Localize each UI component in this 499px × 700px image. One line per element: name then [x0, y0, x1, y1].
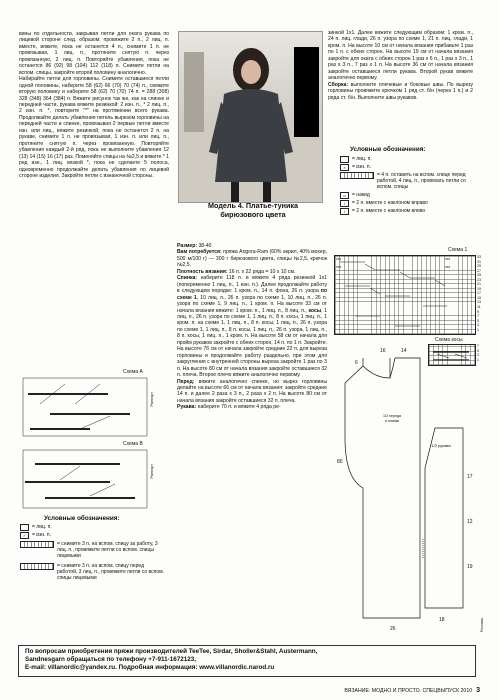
schema-a-diagram [20, 374, 150, 440]
model-photo [178, 31, 323, 203]
supplier-info-box [18, 645, 476, 677]
row-number: 5 [477, 348, 479, 353]
svg-text:xxx: xxx [445, 257, 451, 261]
cable-right-symbol [20, 541, 54, 548]
row-number: 7 [477, 314, 479, 319]
dim-label: 6 [355, 360, 358, 366]
paragraph-sleeves: Рукава: наберите 70 п. и вяжите 4 ряда ре- [177, 404, 281, 411]
legend-text: = 4 п. оставить на вспом. спице перед работой, 4 лиц. п., провязать петли со вспом. спицы [377, 172, 466, 190]
paragraph-front: Перед: вяжите аналогично спинке, но вырез горловины делайте на высоте 66 см от начала вязания: закройте средние 14 п. и далее 2 раза х 3 п., 2 раза х 2 п. На высоте 80 см от начала вязания закройте оставшиеся 32 п. плеча. [177, 378, 327, 404]
schema-a-title: Схема А [123, 369, 143, 375]
paragraph: Набирайте петли для горловины. Снимите оставшиеся петли одной половины, наберите 58 (62) 66 (70) 70 (74) п., свяжите вторую половину и наберите 58 (62) 70 (70) 74 п. = 288 (308) 328 (348) 364 (384) п. Вяжите рисунок так же, как на спинке и передней части, рукава вяжите резинкой: 2 изн. п., * 2 лиц. п., 2 изн. п. *, повторите "*" на протяжении всего рукава. Продолжайте делать убавления петель вырезом горловины на передней части и спинке, провязывая 2 первые петли вместе изн. или лиц., вяжите резинкой, пока не останется 2 п. на рукаве, снимите 1 п. не провязывая, 1 изн. п. или лиц. п., протяните снятую п. через провязанную. Повторяйте убавления каждый 2-й ряд, пока не выполните убавления 12 (13) 14 (15) 16 (17) раз. Поменяйте спицы на №2,5 и вяжите * 1 ред изн., 1 лиц. вязкой *, пока не сделаете 5 полоса, одновременно продолжайте делать убавления по лицевой стороне изделия. Закройте петли с изнаночной стороны. [19, 76, 169, 179]
legend-text: = лиц. п. [352, 156, 372, 162]
row-number: 3 [477, 353, 479, 358]
row-number: 3 [477, 323, 479, 328]
k2tog-right-symbol: / [340, 200, 349, 207]
dim-label: 18 [439, 617, 445, 623]
legend-item [20, 563, 165, 581]
page-number: 3 [476, 687, 480, 694]
row-number: 27 [477, 268, 481, 273]
legend-text: = 2 п. вместе с наклоном вправо [352, 200, 428, 206]
schema-1-row-numbers [477, 255, 481, 332]
purl-symbol: × [340, 164, 349, 171]
model-caption [188, 201, 318, 239]
legend-text: = изн. п. [32, 532, 52, 538]
instructions-column-2 [177, 243, 327, 411]
purl-symbol: ✓ [20, 532, 29, 539]
magazine-name: ВЯЗАНИЕ: МОДНО И ПРОСТО. СПЕЦВЫПУСК 2010 [344, 688, 473, 694]
row-number: 13 [477, 300, 481, 305]
page-footer [270, 687, 480, 694]
row-number: 29 [477, 264, 481, 269]
row-number: 15 [477, 295, 481, 300]
row-number: 33 [477, 255, 481, 259]
dim-label: 80 [337, 459, 343, 465]
caption-line-1: Модель 4. Платье-туника [208, 201, 298, 210]
legend-text: = снимите 3 п. на вспом. спицу за работу, 3 лиц. п., провяжите петли со вспом. спицы лицевыми [57, 541, 158, 559]
model-photo-illustration [179, 32, 322, 202]
pattern-pieces-diagram [335, 338, 480, 638]
cable-symbol [340, 172, 374, 179]
legend-text: = накид [352, 192, 370, 198]
paragraph-materials: Вам потребуется: пряжа Angora-Ram (60% акрил, 40% мохер, 500 м/100 г) — 300 г бирюзового цвета, спицы №2,5, крючок №2,5. [177, 249, 327, 269]
yarn-over-symbol: o [340, 192, 349, 199]
legend-text: = изн. п. [352, 164, 372, 170]
paragraph-assembly: Сборка: выполните плечевые и боковые швы. По вырезу горловины провяжите крючком 1 ряд ст. б/н (через 1 п.) и 2 ряда ст. б/н. Выполните швы рукавов. [328, 81, 473, 101]
row-number: 21 [477, 282, 481, 287]
legend-item [340, 164, 475, 171]
dim-label: 12 [467, 519, 473, 525]
info-line-1: По вопросам приобретения пряжи производителей TeeTee, Sirdar, Sholler&Stahl, Austermann, [25, 648, 318, 655]
schema-1-marks [335, 256, 475, 334]
row-number: 1 [477, 357, 479, 362]
dim-label: 19 [467, 564, 473, 570]
paragraph-size: Размер: 38-40 [177, 243, 212, 249]
row-number: 19 [477, 286, 481, 291]
legend-text: = лиц. п. [32, 524, 52, 530]
svg-text:xxx: xxx [336, 265, 342, 269]
paragraph-back: Спинка: наберите 118 п. и вяжите 4 ряда резинкой 1х1 (попеременно 1 лиц. п., 1 изн. п.). Далее продолжайте работу в следующем порядке: 1 кром. п., 14 п. фона, 26 п. узора по схеме 1, 10 лиц. п., 26 п. узора по схеме 1, 10 лиц. п., 26 п. узора по схеме 1, 9 лиц. п., 1 кром. п. На высоте 33 см от начала вязания вяжите: 1 кром. п., 1 лиц. п., 8 лиц. п., косы, 1 лиц. п., 26 п. узора по схеме 1, 1 лиц. п., 8 п. косы, 1 лиц. п., 1 кром. п. на схеме 1, 1 лиц. п., 8 п. косы, 1 лиц. п., 26 п. узора по схеме 1, 1 лиц. п., 8 п. косы, 1 лиц. п., 26 п. узора, 1 лиц. п., 8 п. косы, 1 лиц. п., 1 кром. п. На высоте 58 см от начала для пройм рукавов закройте с обеих сторон, 14 п. по 1 п. Закройте. На высоте 76 см от начала закройте средние 22 п. для выреза горловины и продолжайте работу раздельно, при этом для закругления с внутренней стороны выреза закройте 1 раз по 3 п. На высоте 80 см от начала вязания закройте оставшиеся 32 п. плеча. Второе плечо вяжите аналогично первому. [177, 275, 327, 379]
caption-line-2: бирюзового цвета [220, 210, 286, 219]
ad-mark: Реклама [480, 618, 484, 633]
row-number: 23 [477, 277, 481, 282]
schema-b-title: Схема В [123, 441, 143, 447]
info-line-2: Sandnesgarn обращаться по телефону +7-911-1672123, [25, 656, 197, 663]
dim-label: 16 [380, 348, 386, 354]
row-number: 17 [477, 291, 481, 296]
info-line-3: E-mail: villanordic@yandex.ru. Подробная информация: www.villanordic.narod.ru [25, 664, 275, 671]
legend-text: = 2 п. вместе с наклоном влево [352, 208, 426, 214]
legend-item [340, 208, 475, 215]
legend-item [340, 172, 475, 190]
dim-label: 17 [467, 474, 473, 480]
dim-label: 14 [401, 348, 407, 354]
paragraph-gauge: Плотность вязания: 16 п. х 22 ряда = 10 х 10 см. [177, 268, 296, 275]
row-number: 31 [477, 259, 481, 264]
row-number: 25 [477, 273, 481, 278]
schema-a-rapport-label: Раппорт [150, 392, 154, 407]
knit-symbol [20, 524, 29, 531]
legend-item [20, 532, 165, 539]
row-number: 7 [477, 344, 479, 348]
instructions-column-1 [19, 31, 169, 179]
row-number: 9 [477, 309, 479, 314]
schema-1-grid [334, 255, 476, 335]
schema-1-title: Схема 1 [448, 247, 468, 253]
front-back-piece-label: 1/2 переда и спинки [383, 414, 401, 423]
paragraph: вины по отдельности, закрывая петли для оката рукава по лицевой стороне след. образом: провяжите 2 п., 2 лиц. п. вместе, вяжите, пока не останется 4 п., снимите 1 п. не провязывая, 1 лиц. п., протяните снятую п. через провязанную, 2 лиц. п. Повторяйте убавления, пока не останется 86 (92) 98 (104) 112 (118) п. Снимите петли на вспом. спицы, закройте второй половину аналогично. [19, 31, 169, 76]
legend-right-title: Условные обозначения: [350, 146, 426, 153]
k2tog-left-symbol: \ [340, 208, 349, 215]
schema-kosy-title: Схема косы [435, 337, 463, 343]
svg-text:xxx: xxx [445, 265, 451, 269]
legend-left-title: Условные обозначения: [44, 515, 120, 522]
paragraph: зинкой 1х1. Далее вяжите следующим образом: 1 кром. п., 24 п. лиц. глади, 26 п. узора по схеме 1, 21 п. лиц. глади, 1 кром. п. На высоте 10 см от начала вязания прибавьте 1 раз по 1 п. с обеих сторон. На высоте 19 см от начала вязания закройте для оката с обеих сторон 1 раз х 6 п., 1 раз х 3 п., 1 раз х 3 п., 7 раз х 1 п. На высоте 36 см от начала вязания закройте оставшиеся петли рукава. Второй рукав вяжите аналогично первому. [328, 30, 473, 82]
svg-text:xxx: xxx [336, 257, 342, 261]
dim-label: 26 [390, 626, 396, 632]
legend-item [340, 192, 475, 199]
legend-item [20, 541, 165, 559]
legend-item [340, 200, 475, 207]
knit-symbol [340, 156, 349, 163]
legend-item [340, 156, 475, 163]
schema-b-diagram [20, 446, 150, 512]
instructions-column-3 [328, 30, 473, 101]
row-number: 1 [477, 327, 479, 332]
cable-left-symbol [20, 563, 54, 570]
row-number: 11 [477, 305, 481, 310]
legend-text: = снимите 3 п. на вспом. спицу перед работой, 3 лиц. п., провяжите петли со вспом. спицы лицевыми [57, 563, 164, 581]
row-number: 5 [477, 318, 479, 323]
schema-b-rapport-label: Раппорт [150, 464, 154, 479]
legend-item [20, 524, 165, 531]
sleeve-piece-label: 1/2 рукава [431, 443, 451, 448]
